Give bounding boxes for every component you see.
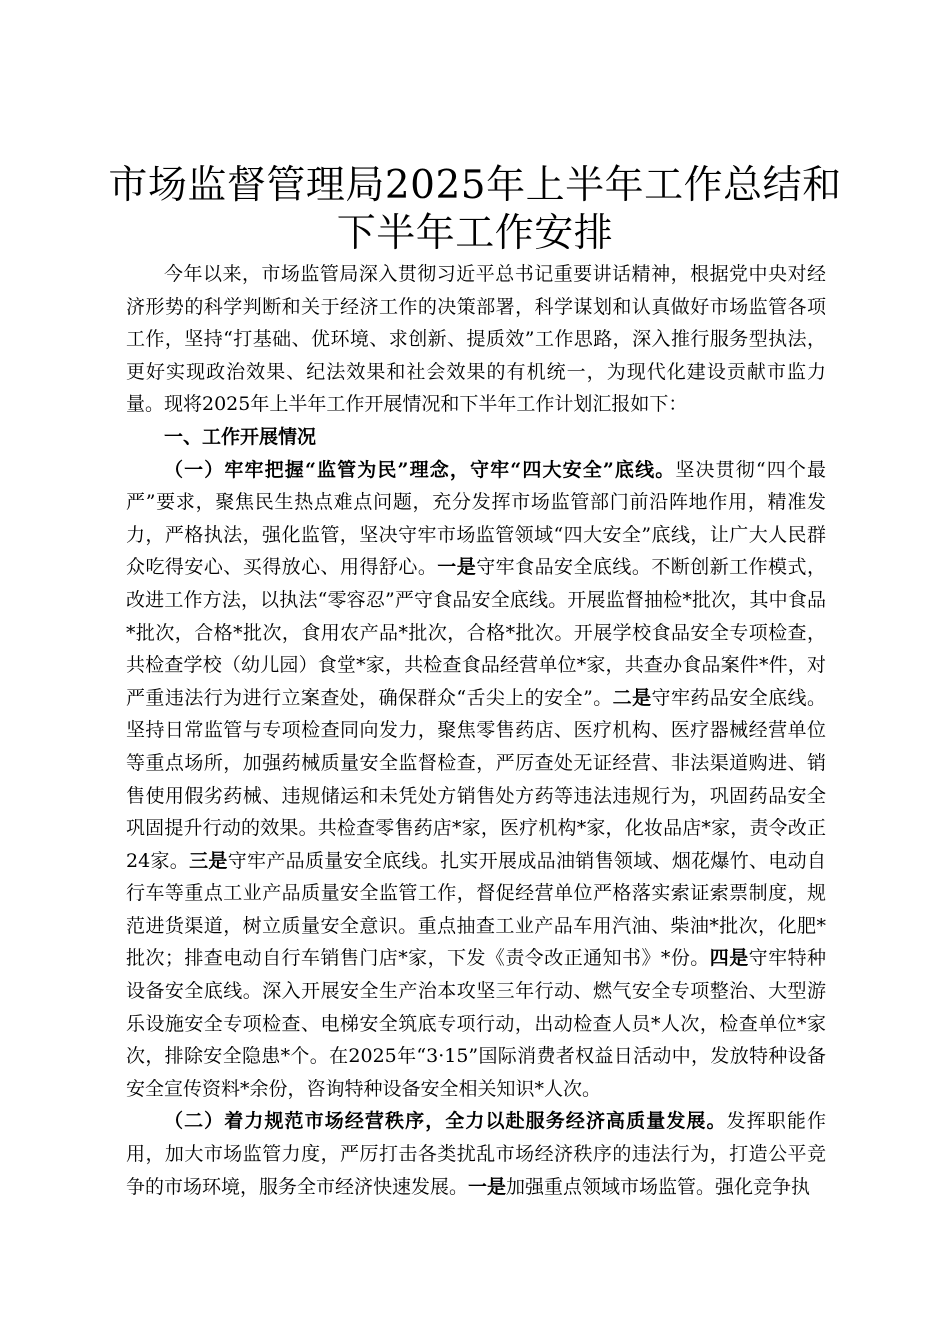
- ordinal-keyword: 四是: [709, 947, 749, 970]
- section-heading: 一、工作开展情况: [164, 425, 317, 448]
- paragraph-text: 守牢食品安全底线。不断创新工作模式，改进工作方法，以执法“零容忍”严守食品安全底线。开展监督抽检*批次，其中食品*批次，合格*批次，食用农产品*批次，合格*批次。开展学校食品安全专项检查，共检查学校（幼儿园）食堂*家，共检查食品经营单位*家，共查办食品案件*件，对严重违法行为进行立案查处，确保群众“舌尖上的安全”。: [126, 556, 826, 709]
- paragraph-safety: [126, 454, 826, 1106]
- intro-paragraph: 今年以来，市场监管局深入贯彻习近平总书记重要讲话精神，根据党中央对经济形势的科学判断和关于经济工作的决策部署，科学谋划和认真做好市场监管各项工作，坚持“打基础、优环境、求创新、提质效”工作思路，深入推行服务型执法，更好实现政治效果、纪法效果和社会效果的有机统一，为现代化建设贡献市监力量。现将2025年上半年工作开展情况和下半年工作计划汇报如下：: [126, 263, 826, 416]
- paragraph-lead: （一）牢牢把握“监管为民”理念，守牢“四大安全”底线。: [164, 458, 676, 481]
- document-body: [126, 258, 826, 1203]
- paragraph-lead: （二）着力规范市场经营秩序，全力以赴服务经济高质量发展。: [164, 1110, 727, 1133]
- ordinal-keyword: 一是: [468, 1175, 507, 1198]
- paragraph-text: 发挥职能作用，加大市场监管力度，严厉打击各类扰乱市场经济秩序的违法行为，打造公平竞争的市场环境，服务全市经济快速发展。: [126, 1110, 826, 1198]
- ordinal-keyword: 一是: [437, 556, 477, 579]
- paragraph-market-order: [126, 1105, 826, 1203]
- paragraph-text: 加强重点领域市场监管。强化竞争执: [506, 1175, 811, 1198]
- document-title: 市场监督管理局2025年上半年工作总结和下半年工作安排: [108, 163, 842, 256]
- ordinal-keyword: 二是: [612, 686, 652, 709]
- ordinal-keyword: 三是: [189, 849, 228, 872]
- paragraph-text: 守牢特种设备安全底线。深入开展安全生产治本攻坚三年行动、燃气安全专项整治、大型游乐设施安全专项检查、电梯安全筑底专项行动，出动检查人员*人次，检查单位*家次，排除安全隐患*个。在2025年“3·15”国际消费者权益日活动中，发放特种设备安全宣传资料*余份，咨询特种设备安全相关知识*人次。: [126, 947, 826, 1100]
- paragraph-text: 守牢产品质量安全底线。扎实开展成品油销售领域、烟花爆竹、电动自行车等重点工业产品质量安全监管工作，督促经营单位严格落实索证索票制度，规范进货渠道，树立质量安全意识。重点抽查工业产品车用汽油、柴油*批次，化肥*批次；排查电动自行车销售门店*家，下发《责令改正通知书》*份。: [126, 849, 826, 970]
- paragraph-text: 坚决贯彻“四个最严”要求，聚焦民生热点难点问题，充分发挥市场监管部门前沿阵地作用，精准发力，严格执法，强化监管，坚决守牢市场监管领域“四大安全”底线，让广大人民群众吃得安心、买得放心、用得舒心。: [126, 458, 826, 579]
- paragraph-text: 守牢药品安全底线。坚持日常监管与专项检查同向发力，聚焦零售药店、医疗机构、医疗器械经营单位等重点场所，加强药械质量安全监督检查，严厉查处无证经营、非法渠道购进、销售使用假劣药械、违规储运和未凭处方销售处方药等违法违规行为，巩固药品安全巩固提升行动的效果。共检查零售药店*家，医疗机构*家，化妆品店*家，责令改正24家。: [126, 686, 826, 872]
